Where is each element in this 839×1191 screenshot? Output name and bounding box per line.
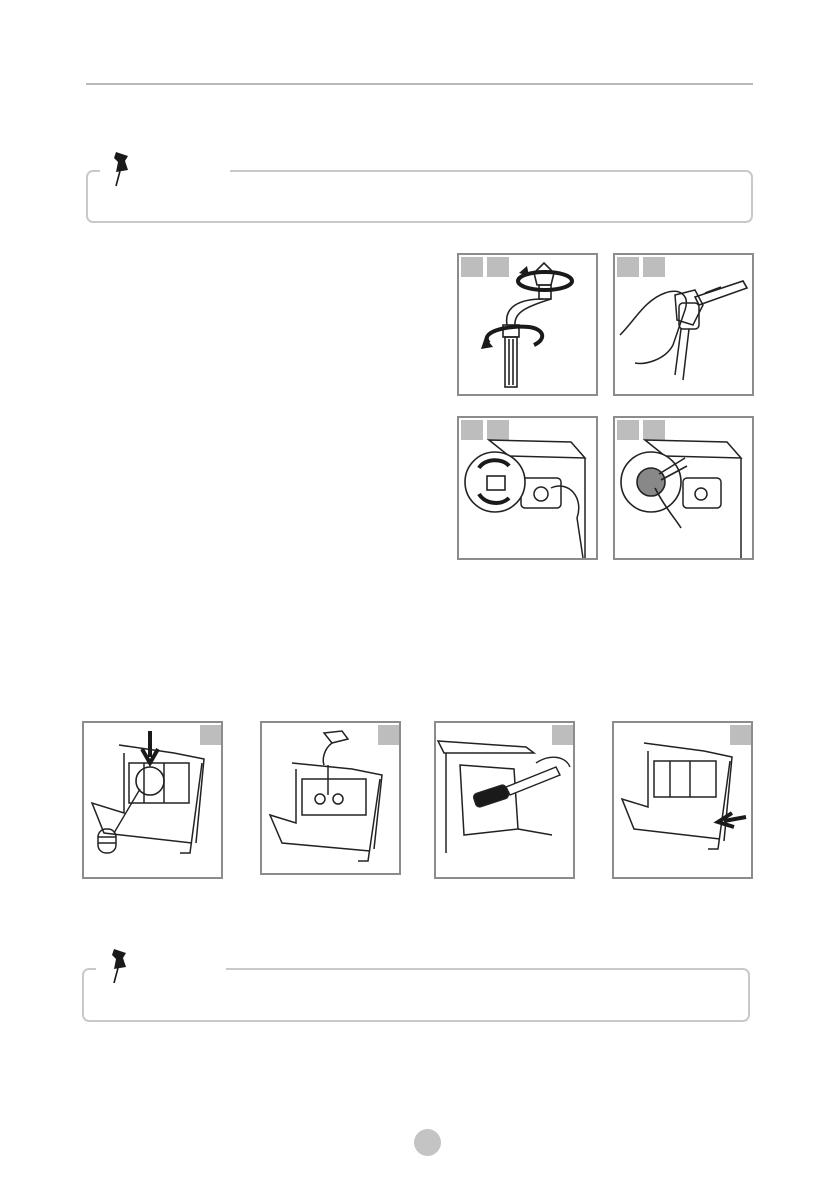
drawer-tap-drawing: [262, 723, 399, 873]
figure-tap-unscrew-hose: [457, 253, 598, 396]
note-text-bottom: [118, 986, 718, 1006]
down-arrow-icon: [142, 731, 158, 763]
page-number-circle: [414, 1129, 441, 1156]
figure-rinse-drawer-under-tap: [260, 721, 401, 875]
toothbrush-icon: [695, 281, 747, 305]
rotate-arrow-icon: [487, 327, 542, 345]
note-text-top: [120, 188, 720, 208]
drawer-housing-drawing: [436, 723, 573, 877]
pliers-filter-drawing: [615, 418, 752, 558]
pushpin-icon: [104, 947, 134, 985]
figure-unscrew-machine-inlet: [457, 416, 598, 560]
header-rule: [86, 83, 753, 85]
brush-icon: [473, 757, 570, 808]
figure-brush-inlet-filter: [613, 253, 754, 396]
tap-icon: [323, 731, 348, 795]
pushpin-icon: [106, 150, 136, 188]
figure-reinsert-drawer: [612, 721, 753, 879]
tap-hose-drawing: [459, 255, 596, 394]
machine-inlet-drawing: [459, 418, 596, 558]
figure-brush-drawer-housing: [434, 721, 575, 879]
drawer-reinsert-drawing: [614, 723, 751, 877]
figure-pliers-pull-filter: [613, 416, 754, 560]
brush-filter-drawing: [615, 255, 752, 394]
drawer-siphon-drawing: [84, 723, 221, 877]
figure-press-siphon-drawer: [82, 721, 223, 879]
